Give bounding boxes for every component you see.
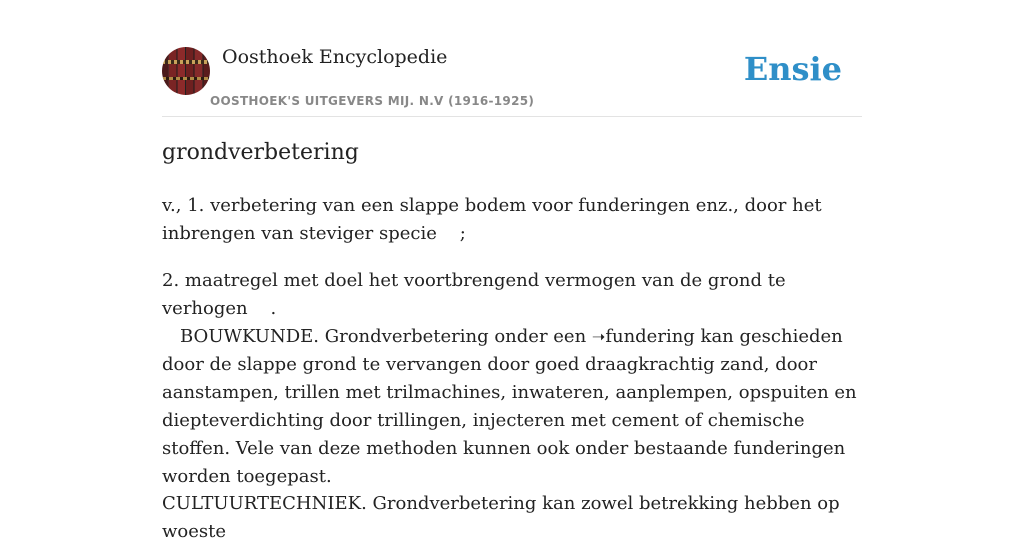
ensie-brand-link[interactable]: Ensie	[743, 50, 842, 88]
site-header	[162, 0, 862, 117]
article-headword: grondverbetering	[162, 140, 359, 165]
bouwkunde-lead: BOUWKUNDE. Grondverbetering onder een	[180, 326, 592, 347]
site-title[interactable]: Oosthoek Encyclopedie	[222, 46, 448, 68]
definition-1: v., 1. verbetering van een slappe bodem voor funderingen enz., door het inbrengen van steviger specie ;	[162, 195, 828, 244]
section-cultuurtechniek: CULTUURTECHNIEK. Grondverbetering kan zowel betrekking hebben op woeste	[162, 493, 840, 542]
cross-reference-arrow-icon: ➝	[591, 327, 606, 346]
definition-2: 2. maatregel met doel het voortbrengend vermogen van de grond te verhogen .	[162, 270, 792, 319]
bouwkunde-text: kan geschieden door de slappe grond te vervangen door goed draagkrachtig zand, door aanstampen, trillen met trilmachines, inwateren, aanplempen, opspuiten en diepteverdichting door trillingen, injecteren met cement of chemische stoffen. Vele van deze methoden kunnen ook onder bestaande funderingen worden toegepast.	[162, 326, 857, 487]
publisher-label: OOSTHOEK'S UITGEVERS MIJ. N.V (1916-1925)	[210, 94, 535, 108]
section-bouwkunde	[162, 323, 862, 491]
page-container	[162, 0, 862, 542]
fundering-link[interactable]: fundering	[605, 326, 695, 347]
encyclopedia-logo-icon[interactable]	[162, 47, 210, 95]
